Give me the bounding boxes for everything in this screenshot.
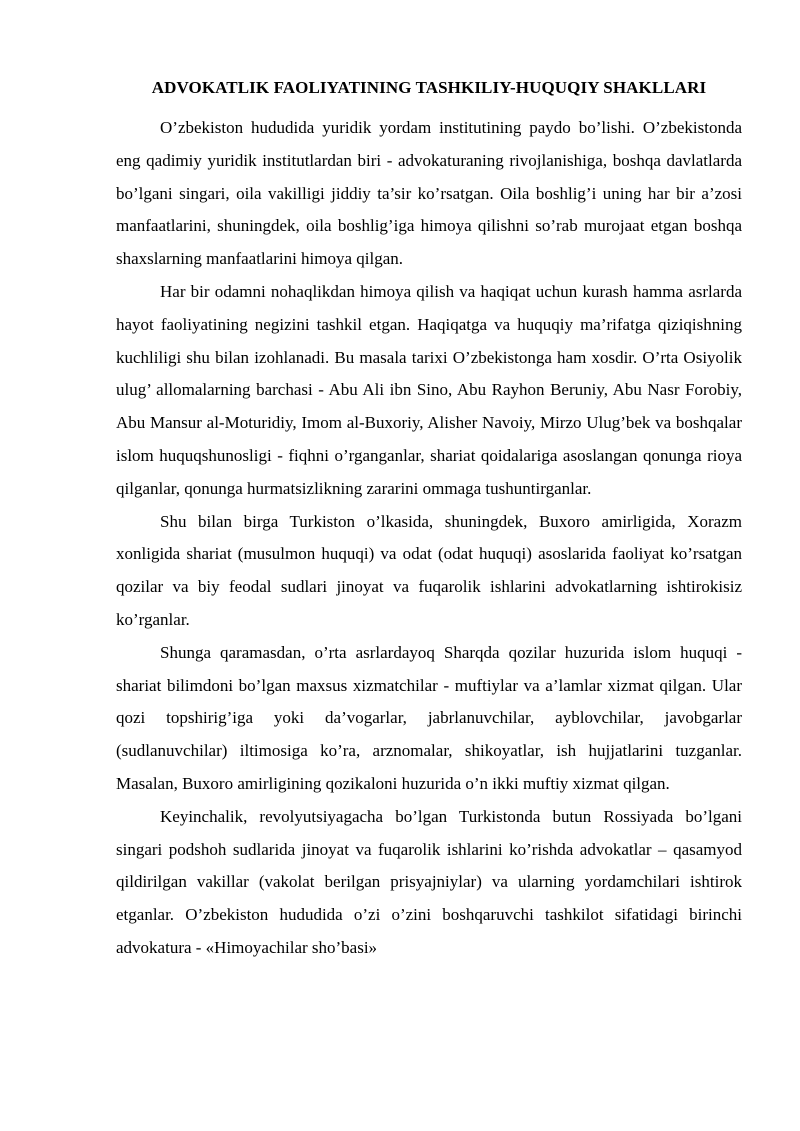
document-title: ADVOKATLIK FAOLIYATINING TASHKILIY-HUQUQIY SHAKLLARI xyxy=(151,78,707,97)
paragraph-4: Shunga qaramasdan, o’rta asrlardayoq Sharqda qozilar huzurida islom huquqi - shariat bilimdoni bo’lgan maxsus xizmatchilar - muftiylar va a’lamlar xizmat qilgan. Ular qozi topshirig’iga yoki da’vogarlar, jabrlanuvchilar, ayblovchilar, javobgarlar (sudlanuvchilar) iltimosiga ko’ra, arznomalar, shikoyatlar, ish hujjatlarini tuzganlar. Masalan, Buxoro amirligining qozikaloni huzurida o’n ikki muftiy xizmat qilgan. xyxy=(116,642,742,793)
paragraph-5: Keyinchalik, revolyutsiyagacha bo’lgan Turkistonda butun Rossiyada bo’lgani singari podshoh sudlarida jinoyat va fuqarolik ishlarini ko’rishda advokatlar – qasamyod qildirilgan vakillar (vakolat berilgan prisyajniylar) va ularning yordamchilari ishtirok etganlar. O’zbekiston hududida o’zi o’zini boshqaruvchi tashkilot sifatidagi birinchi advokatura - «Himoyachilar sho’basi» xyxy=(116,806,742,957)
paragraph-3: Shu bilan birga Turkiston o’lkasida, shuningdek, Buxoro amirligida, Xorazm xonligida shariat (musulmon huquqi) va odat (odat huquqi) asoslarida faoliyat ko’rsatgan qozilar va biy feodal sudlari jinoyat va fuqarolik ishlarini advokatlarning ishtirokisiz ko’rganlar. xyxy=(116,511,742,629)
paragraph-2: Har bir odamni nohaqlikdan himoya qilish va haqiqat uchun kurash hamma asrlarda hayot faoliyatining negizini tashkil etgan. Haqiqatga va huquqiy ma’rifatga qiziqishning kuchliligi shu bilan izohlanadi. Bu masala tarixi O’zbekistonga ham xosdir. O’rta Osiyolik ulug’ allomalarning barchasi - Abu Ali ibn Sino, Abu Rayhon Beruniy, Abu Nasr Forobiy, Abu Mansur al-Moturidiy, Imom al-Buxoriy, Alisher Navoiy, Mirzo Ulug’bek va boshqalar islom huquqshunosligi - fiqhni o’rganganlar, shariat qoidalariga asoslangan qonunga rioya qilganlar, qonunga hurmatsizlikning zararini ommaga tushuntirganlar. xyxy=(116,281,742,498)
document-page xyxy=(116,72,742,965)
paragraph-1: O’zbekiston hududida yuridik yordam institutining paydo bo’lishi. O’zbekistonda eng qadimiy yuridik institutlardan biri - advokaturaning rivojlanishiga, boshqa davlatlarda bo’lgani singari, oila vakilligi jiddiy ta’sir ko’rsatgan. Oila boshlig’i uning har bir a’zosi manfaatlarini, shuningdek, oila boshlig’iga himoya qilishni so’rab murojaat etgan boshqa shaxslarning manfaatlarini himoya qilgan. xyxy=(116,118,742,269)
